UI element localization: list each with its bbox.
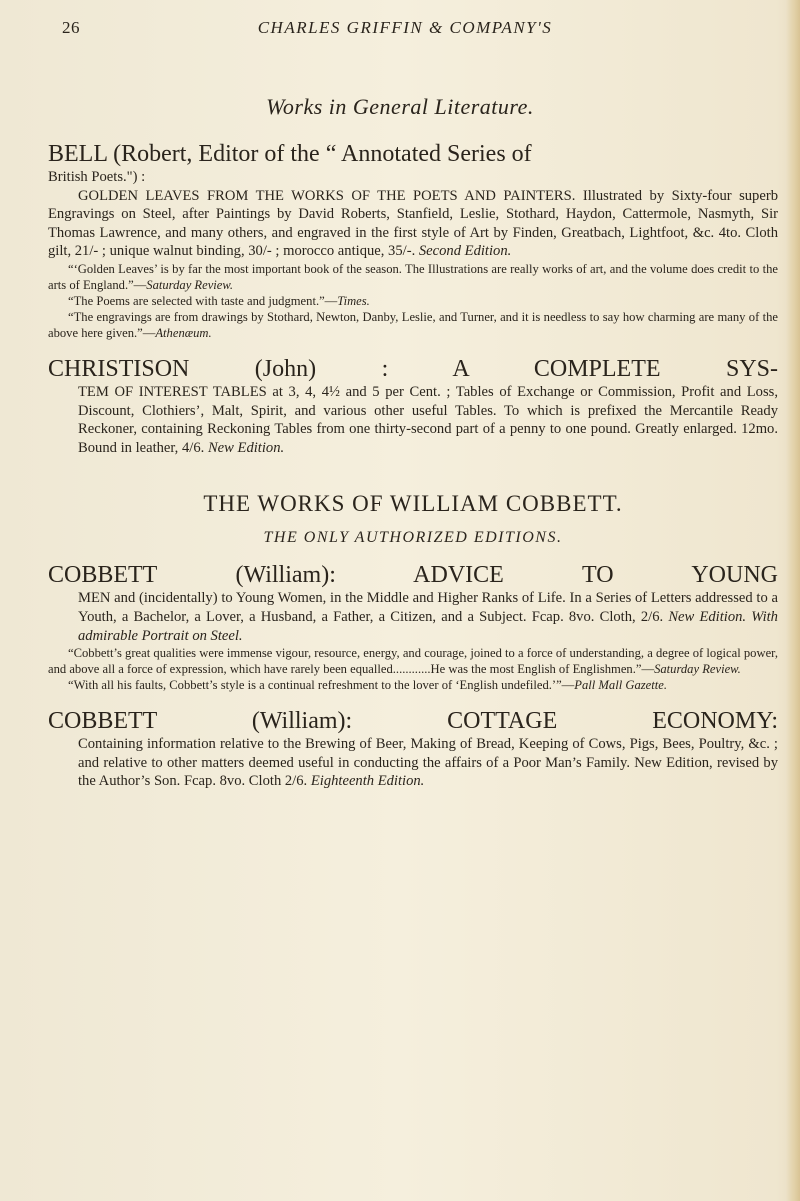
edition-note: New Edition. With admirable Portrait on Steel. [78,608,778,644]
entry-lead: COBBETT (William): COTTAGE ECONOMY: [48,708,778,735]
review-quote [48,293,778,309]
description-text: MEN and (incidentally) to Young Women, in the Middle and Higher Ranks of Life. In a Series of Letters addressed to a Youth, a Bachelor, a Lover, a Husband, a Father, a Citizen, and a Subject. Fcap. 8vo. Cloth, 2/6. [78,590,778,625]
description-text: TEM OF INTEREST TABLES at 3, 4, 4½ and 5 per Cent. ; Tables of Exchange or Commission, Profit and Loss, Discount, Clothiers’, Malt, Spirit, and various other useful Tables. To which is prefixed the Mercantile Ready Reckoner, containing Reckoning Tables from one thirty-second part of a penny to one pound. Greatly enlarged. 12mo. Bound in leather, 4/6. [78,383,778,456]
quote-text: “The Poems are selected with taste and judgment.”— [68,293,338,308]
quote-source: Times. [337,293,370,308]
review-quote [48,645,778,677]
entry-description [78,589,778,645]
quote-source: Saturday Review. [146,277,234,292]
works-subheading: THE ONLY AUTHORIZED EDITIONS. [263,529,563,547]
description-text: GOLDEN LEAVES FROM THE WORKS OF THE POETS AND PAINTERS. Illustrated by Sixty-four superb Engravings on Steel, after Paintings by David Roberts, Stanfield, Leslie, Stothard, Haydon, Cattermole, Nasmyth, Sir Thomas Lawrence, and many others, and engraved in the first style of Art by Finden, Greatbach, Lightfoot, &c. 4to. Cloth gilt, 21/- ; unique walnut binding, 30/- ; morocco antique, 35/-. [48,187,778,260]
quote-source: Saturday Review. [654,662,741,677]
page-number: 26 [62,18,80,37]
edition-note: Eighteenth Edition. [310,773,425,790]
page-header [30,18,780,44]
entry-cobbett-economy [48,707,778,791]
edition-note: Second Edition. [418,243,512,260]
entry-lead: COBBETT (William): ADVICE TO YOUNG [48,562,778,589]
quote-text: “Cobbett’s great qualities were immense vigour, resource, energy, and courage, joined to a force of understanding, a degree of logical power, and above all a force of expression, which have rarely been equalled............He was the most English of Englishmen.”— [48,646,778,677]
quote-source: Athenæum. [155,325,212,340]
entry-lead: BELL (Robert, Editor of the “ Annotated Series of [48,141,532,167]
page-edge-shadow [786,0,800,1201]
quote-text: “With all his faults, Cobbett’s style is a continual refreshment to the lover of ‘English undefiled.’”— [68,678,575,693]
cobbett-section-heading [48,491,778,547]
edition-note: New Edition. [207,439,285,456]
quote-text: “The engravings are from drawings by Stothard, Newton, Danby, Leslie, and Turner, and it is needless to say how charming are many of the above here given.”— [48,309,778,340]
review-quote [48,677,778,693]
entry-christison [48,355,778,457]
content-column [48,140,778,791]
review-quote [48,309,778,341]
description-text: Containing information relative to the Brewing of Beer, Making of Bread, Keeping of Cows, Pigs, Bees, Poultry, &c. ; and relative to other matters deemed useful in conducting the affairs of a Poor Man’s Family. New Edition, revised by the Author’s Son. Fcap. 8vo. Cloth 2/6. [78,736,778,790]
quote-text: “‘Golden Leaves’ is by far the most important book of the season. The Illustrations are really works of art, and the volume does credit to the arts of England.”— [48,261,778,292]
entry-lead-continuation: British Poets.") : [48,169,146,185]
entry-cobbett-advice [48,561,778,693]
quote-source: Pall Mall Gazette. [574,678,667,693]
entry-description [78,383,778,457]
entry-description [78,735,778,791]
entry-description [48,187,778,261]
review-quote [48,261,778,293]
entry-lead: CHRISTISON (John) : A COMPLETE SYS- [48,355,778,382]
entry-bell [48,140,778,341]
running-title: CHARLES GRIFFIN & COMPANY'S [257,18,553,37]
works-heading: THE WORKS OF WILLIAM COBBETT. [203,491,623,517]
section-title: Works in General Literature. [266,94,534,119]
